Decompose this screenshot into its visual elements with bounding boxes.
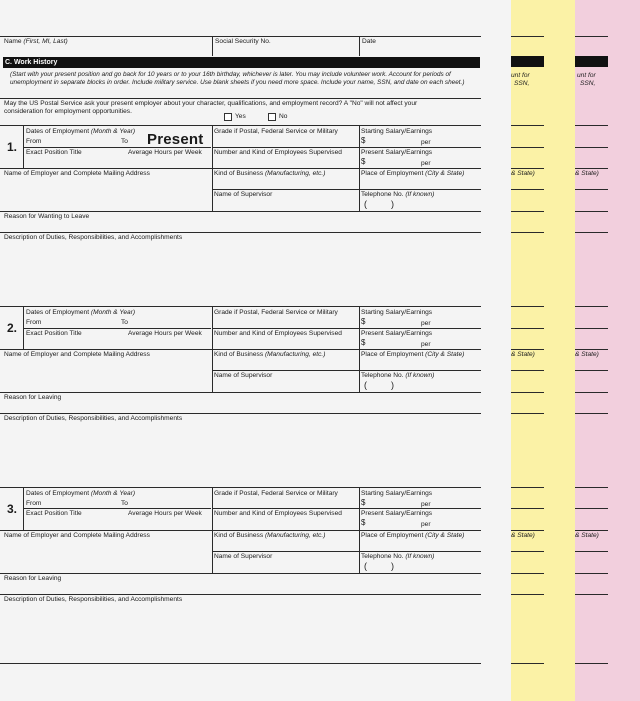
consent-yes-checkbox[interactable] (224, 113, 232, 121)
block-1-salary-dollar: $ (361, 136, 366, 145)
section-title-bar: C. Work History (3, 57, 480, 68)
yellow-carbon-copy-page (511, 0, 575, 701)
block-1-from-value[interactable]: Present (147, 131, 204, 148)
block-1-employees-label: Number and Kind of Employees Supervised (214, 149, 342, 156)
block-2-employer-label: Name of Employer and Complete Mailing Address (4, 351, 150, 358)
pink-edge-account-for: unt for (577, 72, 596, 79)
block-1-salary-label: Starting Salary/Earnings (361, 128, 433, 135)
yellow-edge-state-3: & State) (511, 532, 535, 539)
block-3-present-salary-label: Present Salary/Earnings (361, 510, 433, 517)
block-3-place-label: Place of Employment (City & State) (361, 532, 465, 539)
block-2-employees-label: Number and Kind of Employees Supervised (214, 330, 342, 337)
block-2-salary-label: Starting Salary/Earnings (361, 309, 433, 316)
block-3-dates-label: Dates of Employment (Month & Year) (26, 490, 136, 497)
block-2-from-label: From (26, 319, 42, 326)
block-3-grade-label: Grade if Postal, Federal Service or Military (214, 490, 338, 497)
block-1-hours-label: Average Hours per Week (128, 149, 202, 156)
block-1-phone-paren-open: ( (364, 199, 367, 209)
block-3-salary-label: Starting Salary/Earnings (361, 490, 433, 497)
yellow-edge-state-2: & State) (511, 351, 535, 358)
pink-edge-ssn: SSN, (580, 80, 596, 87)
block-1-present-per: per (421, 160, 431, 167)
block-1-place-label: Place of Employment (City & State) (361, 170, 465, 177)
block-3-supervisor-label: Name of Supervisor (214, 553, 273, 560)
block-2-grade-label: Grade if Postal, Federal Service or Military (214, 309, 338, 316)
name-label: Name (First, MI, Last) (4, 38, 68, 45)
block-2-number: 2. (7, 321, 18, 335)
block-1-to-label: To (121, 138, 128, 145)
block-2-to-label: To (121, 319, 128, 326)
block-3-to-label: To (121, 500, 128, 507)
block-2-salary-dollar: $ (361, 317, 366, 326)
block-3-salary-dollar: $ (361, 498, 366, 507)
block-3-salary-per: per (421, 501, 431, 508)
consent-yes-label: Yes (235, 113, 246, 120)
block-2-salary-per: per (421, 320, 431, 327)
block-3-business-label: Kind of Business (Manufacturing, etc.) (214, 532, 326, 539)
block-1-grade-label: Grade if Postal, Federal Service or Military (214, 128, 338, 135)
block-3-phone-paren-open: ( (364, 561, 367, 571)
block-3-present-dollar: $ (361, 518, 366, 527)
block-2-business-label: Kind of Business (Manufacturing, etc.) (214, 351, 326, 358)
consent-no-label: No (279, 113, 288, 120)
block-3-hours-label: Average Hours per Week (128, 510, 202, 517)
block-3-phone-label: Telephone No. (If known) (361, 553, 435, 560)
block-1-duties-label: Description of Duties, Responsibilities, and Accomplishments (4, 234, 183, 241)
block-3-title-label: Exact Position Title (26, 510, 82, 517)
block-2-title-label: Exact Position Title (26, 330, 82, 337)
block-2-supervisor-label: Name of Supervisor (214, 372, 273, 379)
pink-edge-state-3: & State) (575, 532, 599, 539)
block-1-present-salary-label: Present Salary/Earnings (361, 149, 433, 156)
block-1-salary-per: per (421, 139, 431, 146)
block-1-phone-label: Telephone No. (If known) (361, 191, 435, 198)
date-label: Date (362, 38, 376, 45)
block-3-employees-label: Number and Kind of Employees Supervised (214, 510, 342, 517)
block-1-title-label: Exact Position Title (26, 149, 82, 156)
block-3-present-per: per (421, 521, 431, 528)
block-1-dates-label: Dates of Employment (Month & Year) (26, 128, 136, 135)
consent-question: May the US Postal Service ask your present employer about your character, qualifications, and employment record? A "No" will not affect your consideration for employment opportunities. (4, 100, 418, 115)
block-2-present-salary-label: Present Salary/Earnings (361, 330, 433, 337)
block-2-present-dollar: $ (361, 338, 366, 347)
consent-no-checkbox[interactable] (268, 113, 276, 121)
block-1-from-label: From (26, 138, 42, 145)
block-2-place-label: Place of Employment (City & State) (361, 351, 465, 358)
block-3-duties-label: Description of Duties, Responsibilities, and Accomplishments (4, 596, 183, 603)
block-2-dates-label: Dates of Employment (Month & Year) (26, 309, 136, 316)
block-1-employer-label: Name of Employer and Complete Mailing Address (4, 170, 150, 177)
block-3-number: 3. (7, 502, 18, 516)
block-1-number: 1. (7, 140, 18, 154)
block-2-phone-label: Telephone No. (If known) (361, 372, 435, 379)
block-2-reason-label: Reason for Leaving (4, 394, 62, 401)
block-3-employer-label: Name of Employer and Complete Mailing Address (4, 532, 150, 539)
section-instructions: (Start with your present position and go back for 10 years or to your 16th birthday, whichever is later. You may include volunteer work. Account for periods of unemployment in separate blocks in order. Include military service. Use blank sheets if you need more space. Include your name, SSN, and date on each sheet.) (10, 71, 465, 86)
yellow-edge-state-1: & State) (511, 170, 535, 177)
block-2-present-per: per (421, 341, 431, 348)
block-1-present-dollar: $ (361, 157, 366, 166)
block-2-phone-paren-close: ) (391, 380, 394, 390)
pink-edge-state-1: & State) (575, 170, 599, 177)
block-2-phone-paren-open: ( (364, 380, 367, 390)
ssn-label: Social Security No. (215, 38, 271, 45)
block-3-reason-label: Reason for Leaving (4, 575, 62, 582)
block-1-reason-label: Reason for Wanting to Leave (4, 213, 90, 220)
block-2-duties-label: Description of Duties, Responsibilities, and Accomplishments (4, 415, 183, 422)
yellow-edge-account-for: unt for (511, 72, 530, 79)
pink-carbon-copy-page (575, 0, 640, 701)
yellow-edge-ssn: SSN, (514, 80, 530, 87)
block-3-phone-paren-close: ) (391, 561, 394, 571)
pink-edge-state-2: & State) (575, 351, 599, 358)
block-3-from-label: From (26, 500, 42, 507)
block-2-hours-label: Average Hours per Week (128, 330, 202, 337)
block-1-business-label: Kind of Business (Manufacturing, etc.) (214, 170, 326, 177)
block-1-supervisor-label: Name of Supervisor (214, 191, 273, 198)
block-1-phone-paren-close: ) (391, 199, 394, 209)
